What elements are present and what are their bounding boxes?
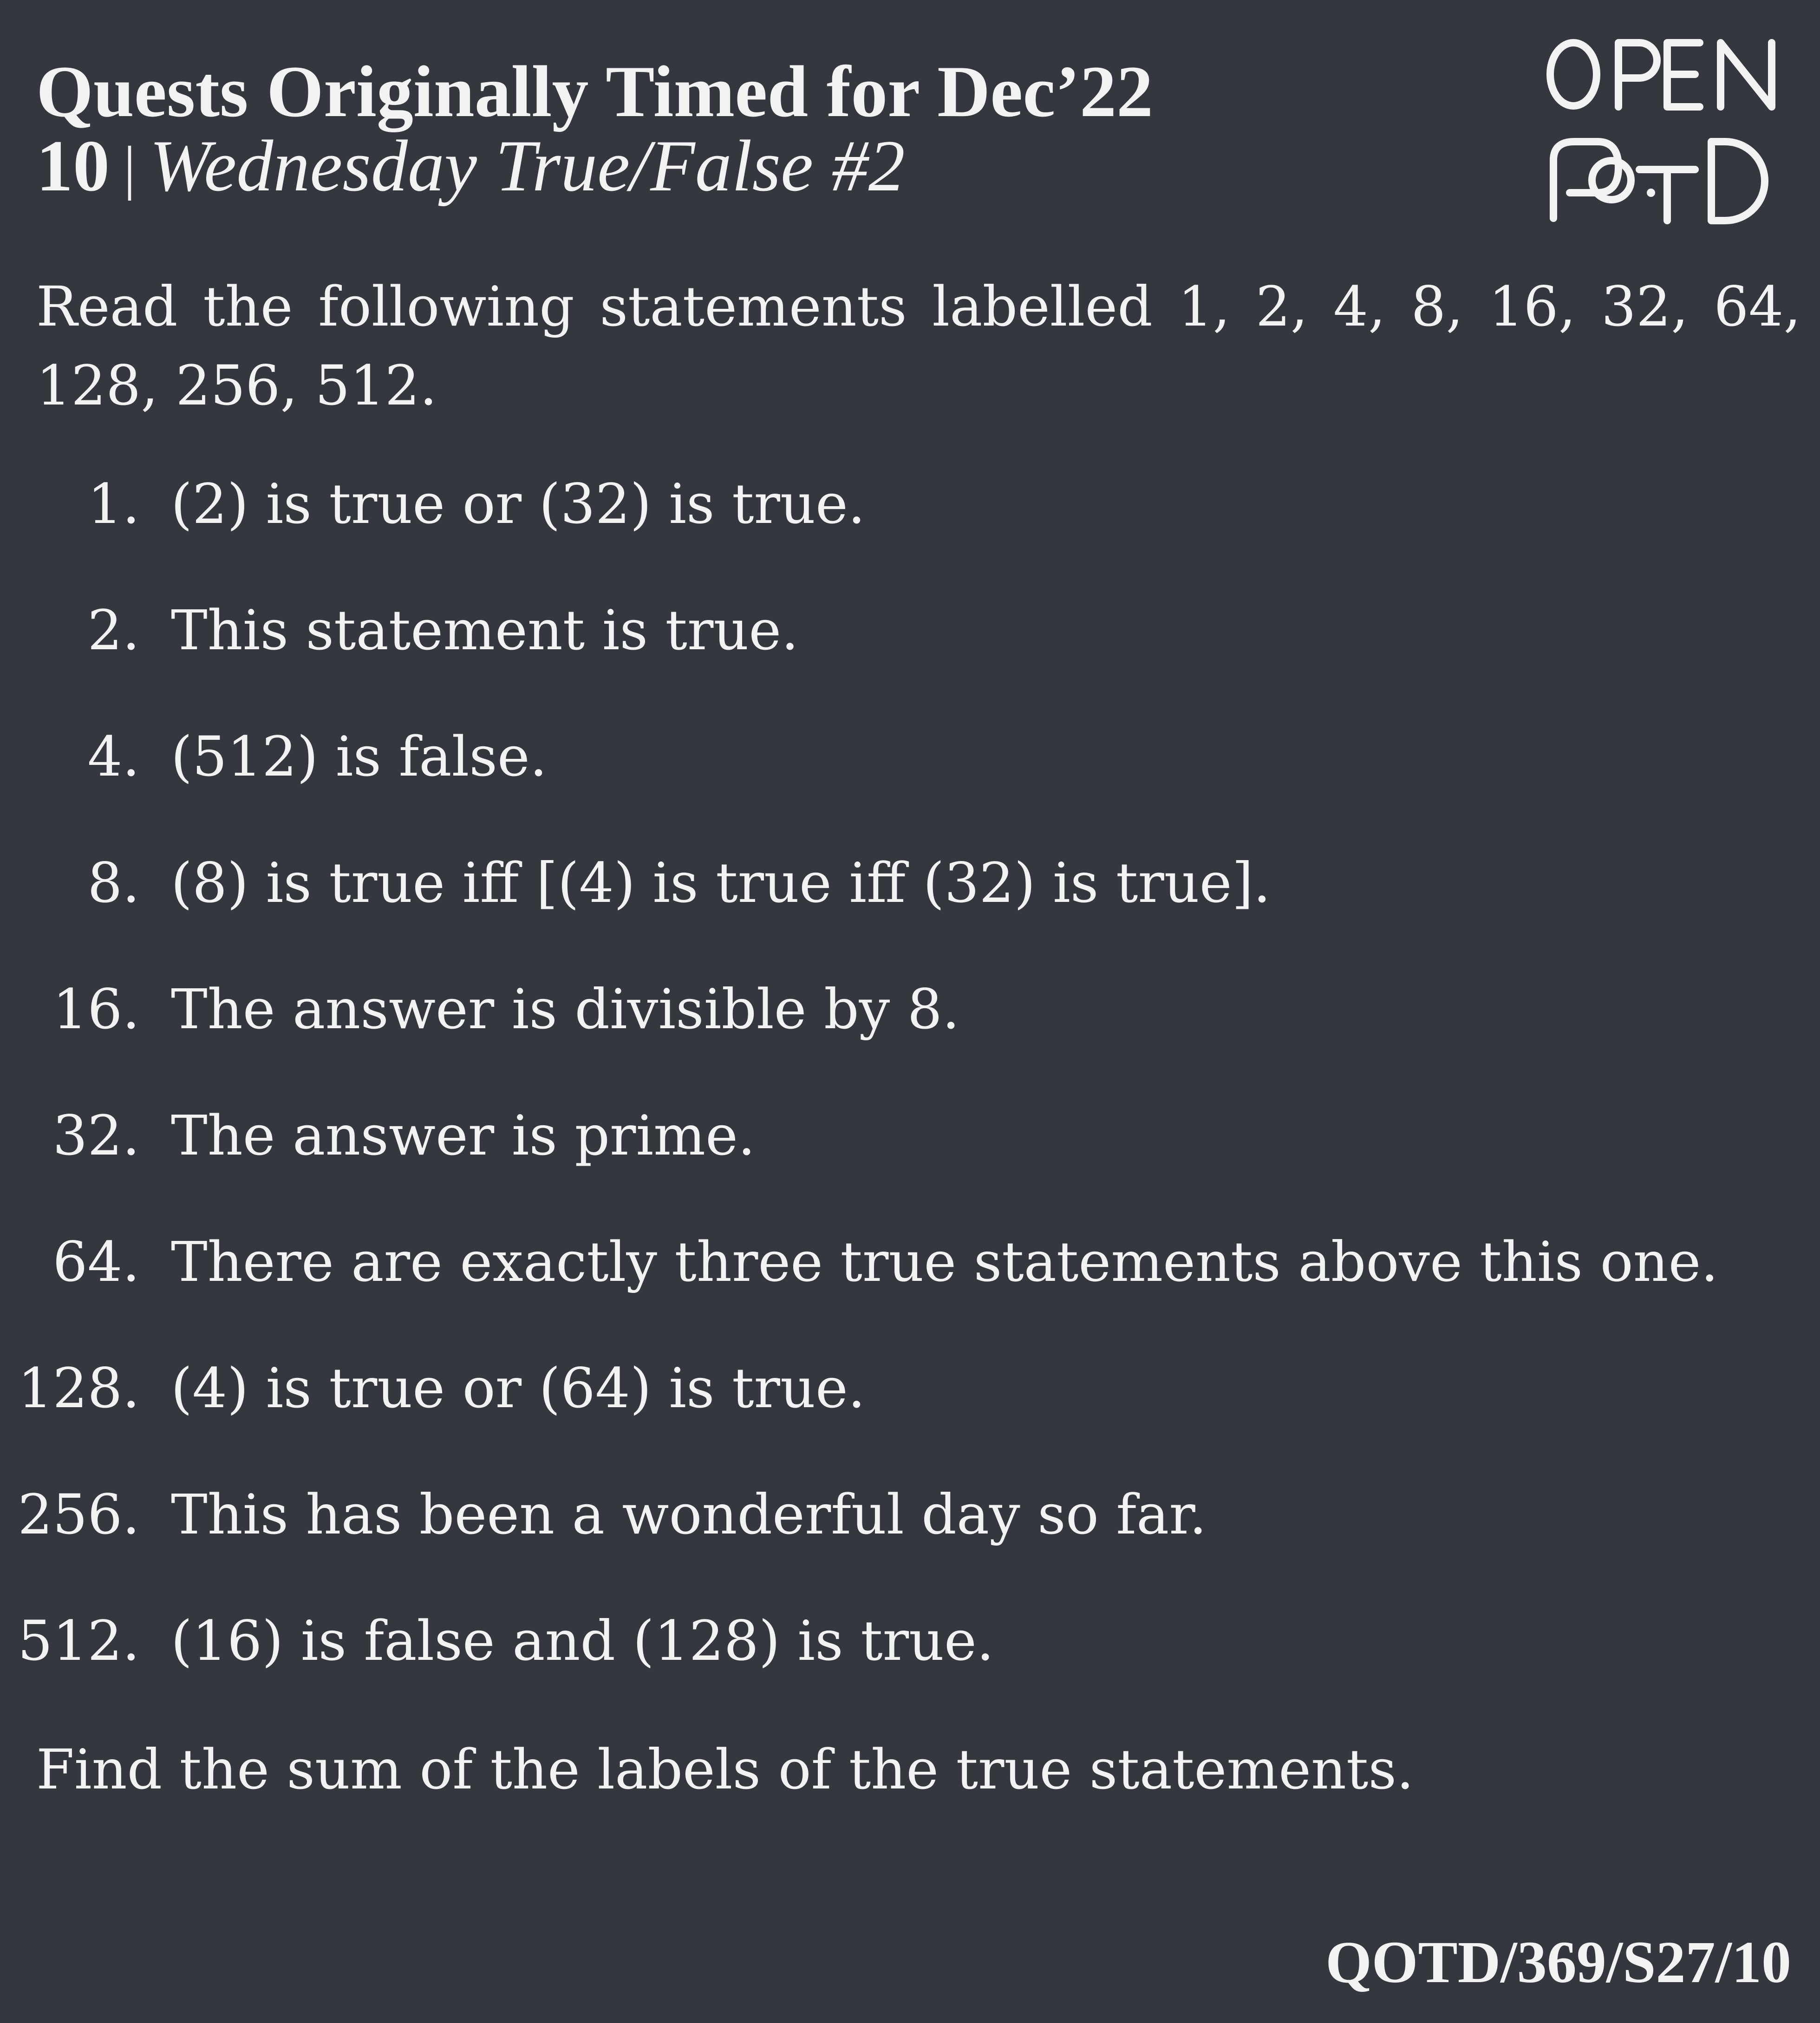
logo-letter-o — [1550, 43, 1597, 106]
page-title: Quests Originally Timed for Dec’22 — [36, 51, 1154, 132]
statement-item — [0, 1604, 1820, 1730]
page-subtitle — [36, 125, 1153, 208]
statement-text: This has been a wonderful day so far. — [171, 1482, 1207, 1547]
statement-label: 16. — [52, 977, 140, 1041]
statement-text: (2) is true or (32) is true. — [171, 472, 866, 536]
statement-text: (4) is true or (64) is true. — [171, 1356, 866, 1420]
statement-item — [0, 846, 1820, 972]
logo-letter-p — [1618, 43, 1657, 107]
statement-label: 32. — [52, 1103, 140, 1168]
statement-label: 512. — [18, 1609, 140, 1673]
logo-letter-d — [1711, 142, 1765, 221]
statement-label: 4. — [87, 724, 140, 789]
header — [36, 51, 1154, 208]
logo-letter-q — [1553, 142, 1618, 218]
statement-label: 128. — [18, 1356, 140, 1420]
logo-dot — [1647, 189, 1655, 197]
statement-item — [0, 1225, 1820, 1351]
statement-text: The answer is prime. — [171, 1103, 756, 1168]
statement-label: 2. — [87, 598, 140, 662]
statement-text: The answer is divisible by 8. — [171, 977, 960, 1041]
puzzle-name: Wednesday True/False #2 — [150, 125, 905, 207]
statement-item — [0, 593, 1820, 719]
title-separator: | — [124, 134, 136, 201]
logo-letter-n — [1721, 43, 1772, 107]
statement-text: (8) is true iff [(4) is true iff (32) is true]. — [171, 851, 1271, 915]
statement-label: 1. — [87, 472, 140, 536]
statement-list — [0, 467, 1820, 1730]
logo-letter-o-lower — [1592, 161, 1631, 200]
statement-text: (512) is false. — [171, 724, 548, 789]
open-qotd-logo — [1542, 33, 1783, 228]
statement-item — [0, 467, 1820, 593]
intro-text: Read the following statements labelled 1, 2, 4, 8, 16, 32, 64, 128, 256, 512. — [36, 274, 1801, 418]
statement-item — [0, 1098, 1820, 1225]
closing-question: Find the sum of the labels of the true statements. — [36, 1737, 1414, 1801]
statement-item — [0, 972, 1820, 1098]
puzzle-number: 10 — [36, 125, 110, 207]
statement-label: 8. — [87, 851, 140, 915]
statement-label: 256. — [18, 1482, 140, 1547]
statement-item — [0, 719, 1820, 846]
logo-letter-e — [1667, 43, 1700, 107]
statement-item — [0, 1351, 1820, 1477]
statement-item — [0, 1477, 1820, 1604]
statement-text: This statement is true. — [171, 598, 799, 662]
statement-text: (16) is false and (128) is true. — [171, 1609, 994, 1673]
puzzle-code: QOTD/369/S27/10 — [1325, 1929, 1791, 1995]
statement-text: There are exactly three true statements above this one. — [171, 1230, 1719, 1294]
statement-label: 64. — [52, 1230, 140, 1294]
